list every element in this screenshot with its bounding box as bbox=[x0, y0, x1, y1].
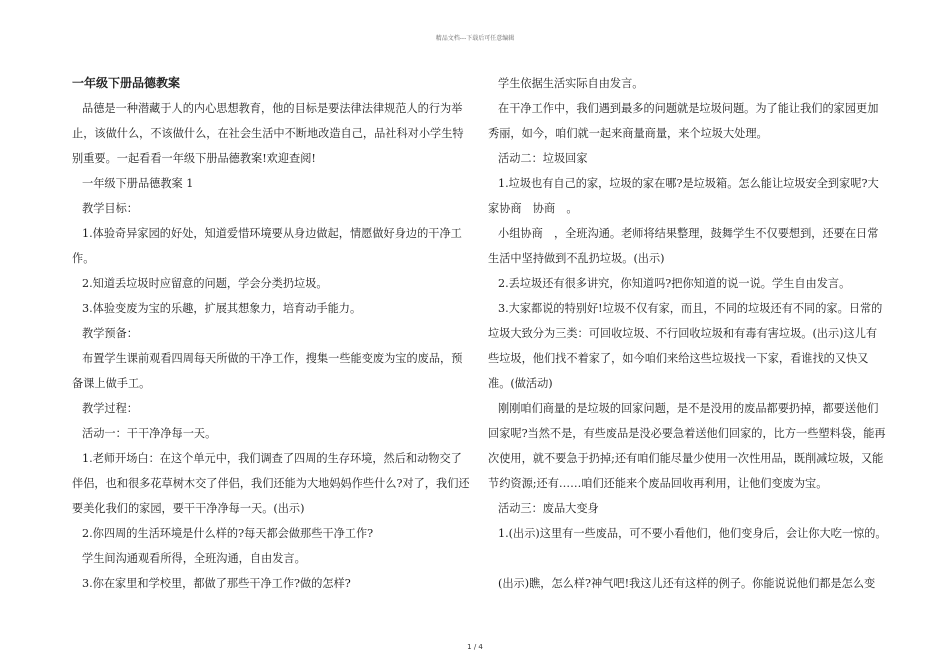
body-paragraph: 1.垃圾也有自己的家，垃圾的家在哪?是垃圾箱。怎么能让垃圾安全到家呢?大家协商 协商 。 bbox=[488, 177, 879, 215]
activity-heading: 活动一：干干净净每一天。 bbox=[82, 427, 217, 440]
body-paragraph: 2.你四周的生活环境是什么样的?每天都会做那些干净工作? bbox=[82, 527, 374, 540]
lesson-heading: 一年级下册品德教案 1 bbox=[82, 177, 194, 190]
goal-item: 3.体验变废为宝的乐趣，扩展其想象力，培育动手能力。 bbox=[82, 302, 362, 315]
body-paragraph: 2.丢垃圾还有很多讲究，你知道吗?把你知道的说一说。学生自由发言。 bbox=[498, 277, 851, 290]
activity-heading: 活动二：垃圾回家 bbox=[498, 152, 588, 165]
right-column bbox=[488, 71, 888, 596]
blank-line bbox=[488, 546, 888, 571]
body-paragraph: 布置学生课前观看四周每天所做的干净工作，搜集一些能变废为宝的废品，预备课上做手工。 bbox=[72, 352, 463, 390]
body-paragraph: 学生间沟通观看所得，全班沟通，自由发言。 bbox=[82, 552, 306, 565]
body-paragraph: 3.你在家里和学校里，都做了那些干净工作?做的怎样? bbox=[82, 577, 351, 590]
goal-item: 1.体验奇异家园的好处，知道爱惜环境要从身边做起，情愿做好身边的干净工作。 bbox=[72, 227, 462, 265]
body-paragraph: 3.大家都说的特别好!垃圾不仅有家，而且，不同的垃圾还有不同的家。日常的垃圾大致分为三类：可回收垃圾、不行回收垃圾和有毒有害垃圾。(出示)这儿有些垃圾，他们找不着家了，如今咱们来给这些垃圾找一下家，看谁找的又快又准。(做活动) bbox=[488, 302, 883, 390]
body-paragraph: 小组协商 ，全班沟通。老师将结果整理，鼓舞学生不仅要想到，还要在日常生活中坚持做到不乱扔垃圾。(出示) bbox=[488, 227, 879, 265]
document-title: 一年级下册品德教案 bbox=[72, 76, 181, 90]
body-paragraph: 1.老师开场白：在这个单元中，我们调查了四周的生存环境，然后和动物交了伴侣，也和很多花草树木交了伴侣，我们还能为大地妈妈作些什么?对了，我们还要美化我们的家园，要干干净净每一天。(出示) bbox=[72, 452, 470, 515]
section-label: 教学目标： bbox=[82, 202, 138, 215]
section-label: 教学预备： bbox=[82, 327, 138, 340]
body-paragraph: 在干净工作中，我们遇到最多的问题就是垃圾问题。为了能让我们的家园更加秀丽，如今，咱们就一起来商量商量，来个垃圾大处理。 bbox=[488, 102, 879, 140]
intro-paragraph: 品德是一种潜藏于人的内心思想教育，他的目标是要法律法律规范人的行为举止，该做什么，不该做什么，在社会生活中不断地改造自己，品社科对小学生特别重要。一起看看一年级下册品德教案!欢迎查阅! bbox=[72, 102, 464, 165]
page-number: 1 / 4 bbox=[467, 643, 483, 651]
body-paragraph: 刚刚咱们商量的是垃圾的回家问题，是不是没用的废品都要扔掉，都要送他们回家呢?当然不是，有些废品是没必要急着送他们回家的，比方一些塑料袋，能再次使用，就不要急于扔掉;还有咱们能尽量少使用一次性用品，既削减垃圾，又能节约资源;还有……咱们还能来个废品回收再利用，让他们变废为宝。 bbox=[488, 402, 886, 490]
section-label: 教学过程： bbox=[82, 402, 138, 415]
body-paragraph: (出示)瞧，怎么样?神气吧!我这儿还有这样的例子。你能说说他们都是怎么变 bbox=[498, 577, 876, 590]
body-paragraph: 1.(出示)这里有一些废品，可不要小看他们，他们变身后，会让你大吃一惊的。 bbox=[498, 527, 887, 540]
body-paragraph: 学生依据生活实际自由发言。 bbox=[498, 77, 644, 90]
goal-item: 2.知道丢垃圾时应留意的问题，学会分类扔垃圾。 bbox=[82, 277, 328, 290]
activity-heading: 活动三：废品大变身 bbox=[498, 502, 599, 515]
left-column bbox=[72, 71, 472, 596]
page-header: 精品文档---下载后可任意编辑 bbox=[435, 35, 515, 42]
